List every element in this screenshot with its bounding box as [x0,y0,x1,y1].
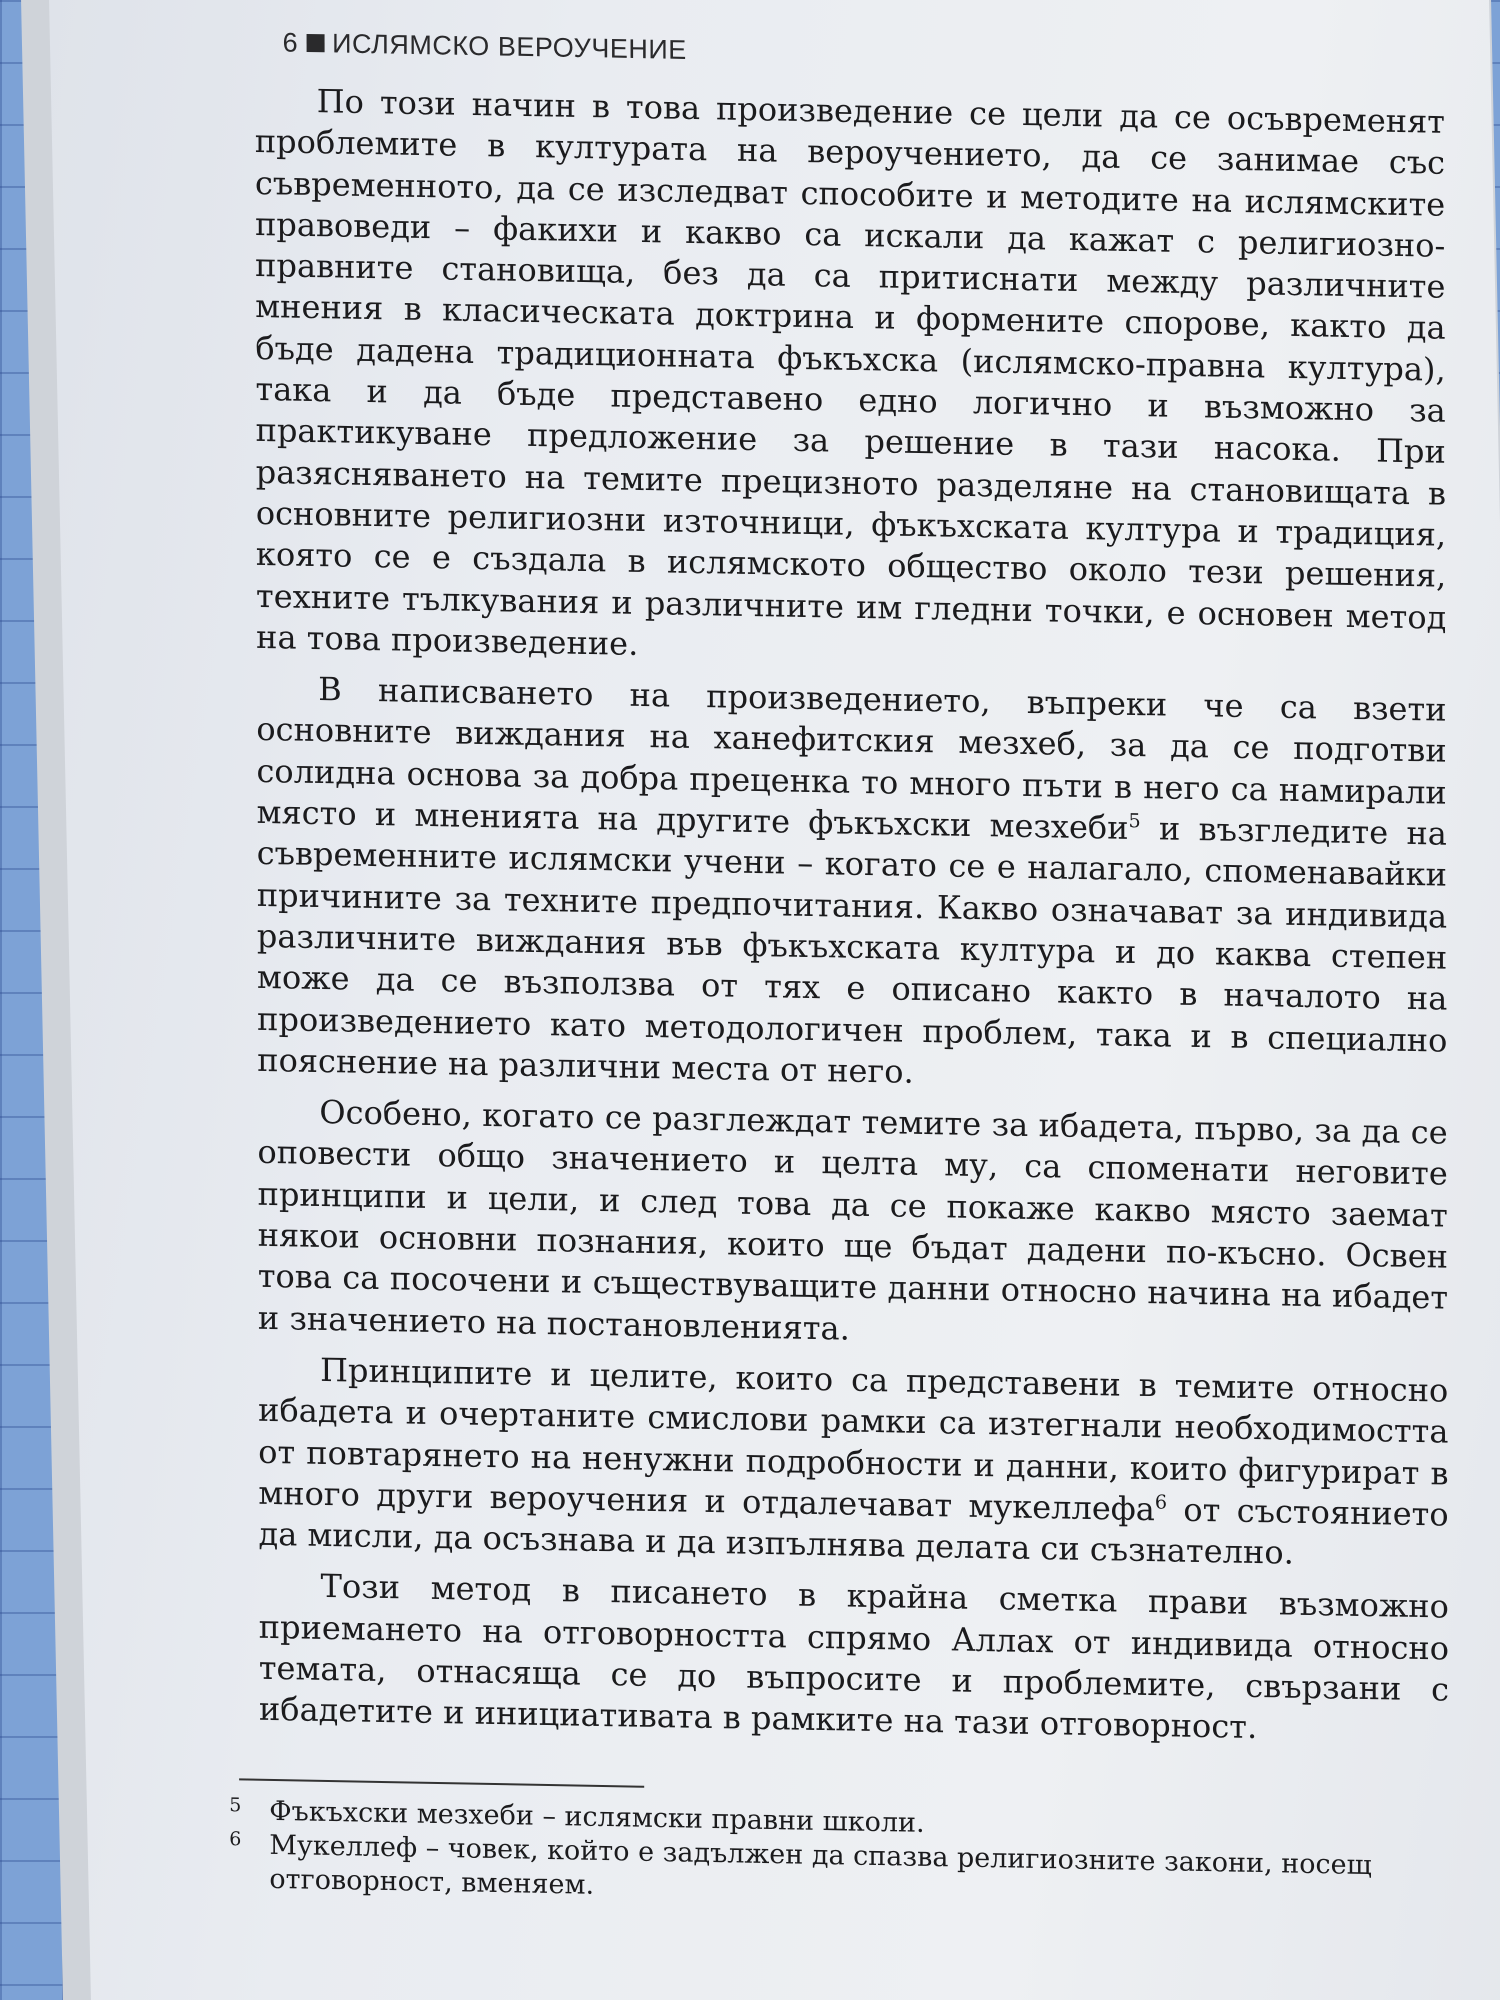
paragraph-1: По този начин в това произведение се цели да се осъвременят проблемите в културата на вероучението, да се занимае със съвременното, да се изследват способите и методите на ислямските правоведи – факихи и какво са искали да кажат с религиозно-правните становища, без да са притиснати между различните мнения в класическата доктрина и формените спорове, както да бъде дадена традиционната фъкъхска (ислямско-правна култура), така и да бъде представено едно логично и възможно за практикуване предложение за решение в тази насока. При разясняването на темите прецизното разделяне на становищата в основните религиозни източници, фъкъхската култура и традиция, която се е създала в ислямското общество около тези решения, техните тълкувания и различните им гледни точки, е основен метод на това произведение. [254,82,1447,663]
paragraph-4-text-a: Принципите и целите, които са представени в темите относно ибадета и очертаните смислови рамки са изтегнали необходимостта от повтарянето на ненужни подробности и данни, които фигурират в много други вероучения и отдалечават мукеллефа [258,1350,1449,1528]
paragraph-2-text-b: и възгледите на съвременните ислямски учени – когато се е налагало, споменавайки причините за техните предпочитания. Какво означават за индивида различните виждания във фъкъхската култура и до каква степен може да се възползва от тях е описано както в началото на произведението като методологичен проблем, така и в специално пояснение на различни места от него. [256,809,1448,1091]
paragraph-3: Особено, когато се разглеждат темите за ибадета, първо, за да се оповести общо значението и целта му, са споменати неговите принципи и цели, и след това да се покаже какво място заемат някои основни познания, които ще бъдат дадени по-късно. Освен това са посочени и съществуващите данни относно начина на ибадет и значението на постановленията. [257,1093,1449,1348]
footnote-text: Фъкъхски мезхеби – ислямски правни школи. [269,1795,925,1839]
paragraph-4-text-b: от състоянието да мисли, да осъзнава и да изпълнява делата си съзнателно. [258,1490,1449,1572]
paragraph-5: Този метод в писането в крайна сметка прави възможно приемането на отговорността спрямо Аллах от индивида относно темата, отнасяща се до въпросите и проблемите, свързани с ибадетите и инициативата в рамките на тази отговорност. [258,1567,1450,1747]
book-page [49,0,1500,2000]
footnote-divider [239,1778,644,1787]
footnotes [229,1794,1450,1918]
paragraph-2 [256,668,1447,1103]
page-number: 6 [282,27,299,58]
running-title: ИСЛЯМСКО ВЕРОУЧЕНИЕ [332,27,687,65]
footnote-ref-5: 5 [1128,809,1141,833]
body-text [255,80,1450,1752]
running-header [283,23,1445,84]
footnote-text: Мукеллеф – човек, който е задължен да спазва религиозните закони, носещ отговорност, вменяем. [269,1829,1372,1901]
page-content [229,22,1450,1918]
footnote-number: 5 [229,1793,242,1816]
square-bullet-icon [306,34,324,52]
paragraph-2-text-a: В написването на произведението, въпреки че са взети основните виждания на ханефитския мезхеб, за да се подготви солидна основа за добра преценка то много пъти в него са намирали място и мненията на другите фъкъхски мезхеби [256,670,1447,847]
paragraph-4 [258,1349,1449,1577]
footnote-ref-6: 6 [1154,1490,1168,1514]
footnote-number: 6 [229,1827,242,1850]
